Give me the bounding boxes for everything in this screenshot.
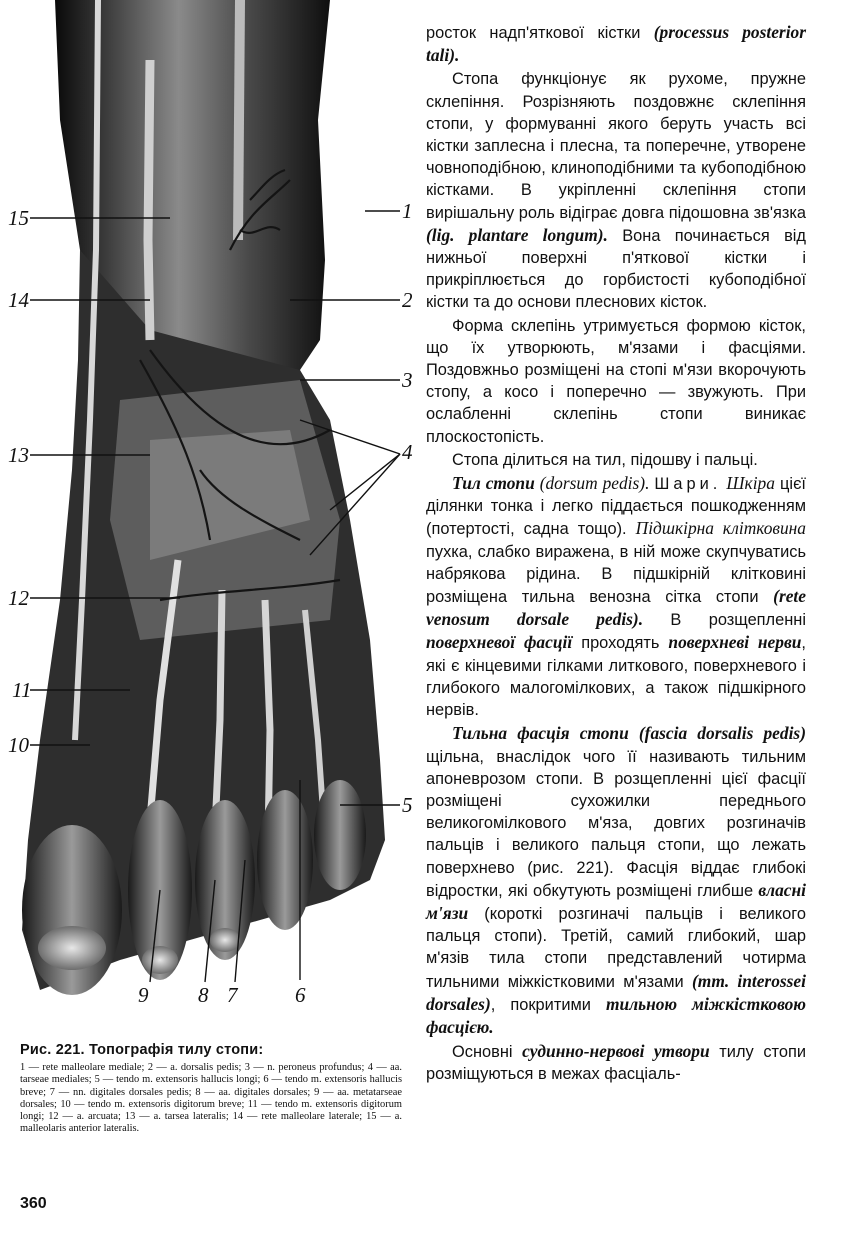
foot-dorsum-illustration <box>0 0 420 1020</box>
paragraph-3: Форма склепінь утримується формою кісток, що їх утворюють, м'язами і фасціями. Поздовжньо розміщені на стопі м'язи вкорочують стопу, а косо і поперечно — звужують. При ослабленні склепінь стопи виникає плоскостопість. <box>426 316 806 446</box>
figure-label-15: 15 <box>8 206 29 230</box>
caption-legend: 1 — rete malleolare mediale; 2 — a. dorsalis pedis; 3 — n. peroneus profundus; 4 — aa. tarseae mediales; 5 — tendo m. extensoris hallucis longi; 6 — tendo m. extensoris hallucis breve; 7 — nn. digitales dorsales pedis; 8 — aa. digitales dorsales; 9 — aa. metatarseae dorsales; 10 — tendo m. extensoris digitorum breve; 11 — tendo m. extensoris digitorum longi; 12 — a. arcuata; 13 — a. tarsea lateralis; 14 — rete malleolare laterale; 15 — a. malleolaris anterior lateralis. <box>20 1062 402 1135</box>
anatomical-figure <box>0 0 420 1020</box>
figure-label-12: 12 <box>8 586 29 610</box>
figure-label-11: 11 <box>12 678 32 702</box>
section-heading-dorsum: Тил стопи <box>452 473 535 494</box>
figure-label-3: 3 <box>402 368 413 392</box>
figure-label-4: 4 <box>402 440 413 464</box>
paragraph-4: Стопа ділиться на тил, підошву і пальці. <box>452 450 758 469</box>
paragraph-6: Тильна фасція стопи (fascia dorsalis pedis) щільна, внаслідок чого її називають тильним апоневрозом стопи. В розщепленні цієї фасції розміщені сухожилки переднього великогомілкового м'яза, довгих розгиначів пальців і великого пальця стопи, що лежать поверхнево (рис. 221). Фасція віддає глибокі відростки, які обкутують розміщені глибше власні м'язи (короткі розгиначі пальців і великого пальця стопи). Третій, самий глибокий, шар м'язів тила стопи представлений чотирма тильними міжкістковими м'язами (mm. interossei dorsales), покритими тильною міжкістковою фасцією. <box>426 723 806 1037</box>
paragraph-5: Тил стопи (dorsum pedis). Шари. Шкіра цієї ділянки тонка і легко піддається пошкодженням (потертості, садна тощо). Підшкірна клітковина пухка, слабко виражена, в ній може скупчуватись набрякова рідина. В підшкірній клітковині розміщена тильна венозна сітка стопи (rete venosum dorsale pedis). В розщепленні поверхневої фасції проходять поверхневі нерви, які є кінцевими гілками литкового, поверхневого і глибокого малогомілкових, а також підшкірного нервів. <box>426 473 806 720</box>
paragraph-7: Основні судинно-нервові утвори тилу стопи розміщуються в межах фасціаль- <box>426 1041 806 1084</box>
page-number: 360 <box>20 1195 47 1212</box>
paragraph-1: росток надп'яткової кістки (processus posterior tali). <box>426 22 806 66</box>
paragraph-2: Стопа функціонує як рухоме, пружне склепіння. Розрізняють поздовжнє склепіння стопи, у формуванні якого беруть участь всі кістки заплесна і плесна, та поперечне, утворене човноподібною, клиноподібними та кубоподібною кістками. В укріпленні склепіння стопи вирішальну роль відіграє довга підошовна зв'язка (lig. plantare longum). Вона починається від нижньої поверхні п'яткової кістки і прикріплюється до горбистості кубоподібної кістки та до основи плеснових кісток. <box>426 70 806 312</box>
section-heading-fascia: Тильна фасція стопи <box>452 723 629 744</box>
body-text-column <box>426 21 806 1086</box>
figure-caption <box>20 1042 402 1136</box>
layers-heading: Шари. <box>654 475 722 494</box>
figure-label-5: 5 <box>402 793 413 817</box>
figure-label-8: 8 <box>198 983 209 1007</box>
figure-label-13: 13 <box>8 443 29 467</box>
figure-label-6: 6 <box>295 983 306 1007</box>
figure-label-10: 10 <box>8 733 29 757</box>
figure-label-7: 7 <box>227 983 238 1007</box>
figure-label-9: 9 <box>138 983 149 1007</box>
figure-label-14: 14 <box>8 288 29 312</box>
figure-label-1: 1 <box>402 199 413 223</box>
figure-label-2: 2 <box>402 288 413 312</box>
caption-title: Рис. 221. Топографія тилу стопи: <box>20 1042 264 1058</box>
